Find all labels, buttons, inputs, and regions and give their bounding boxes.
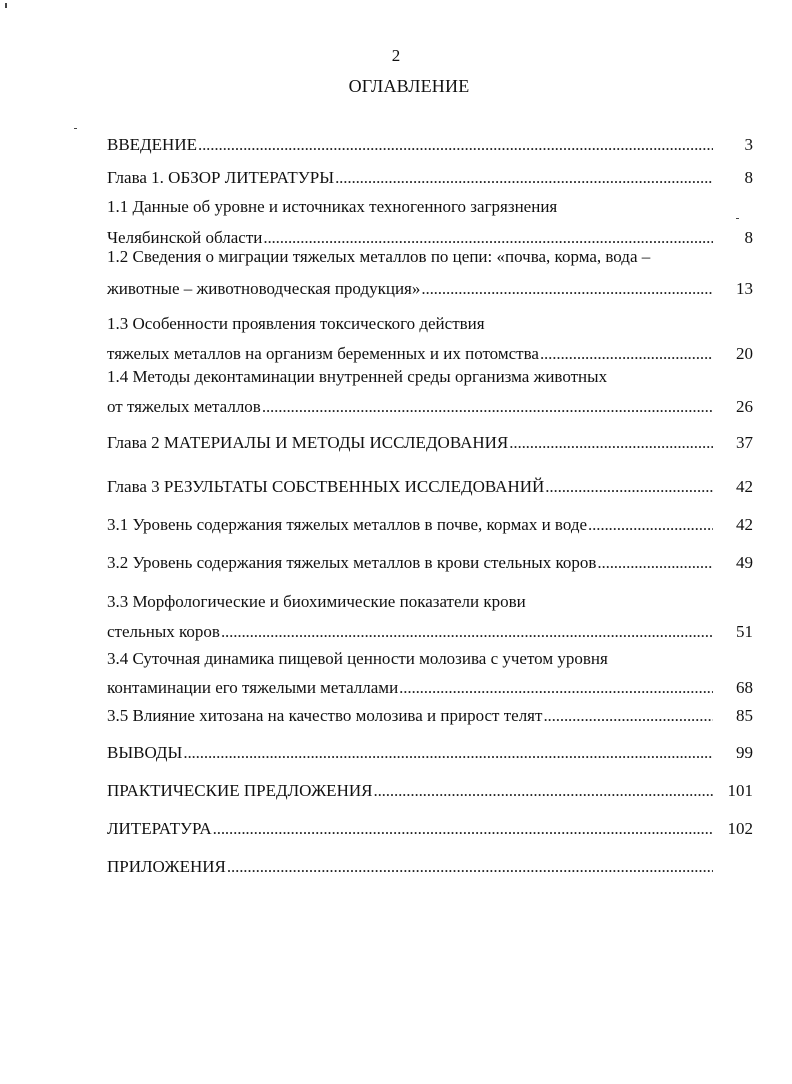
- toc-entry-1-2-title[interactable]: [107, 245, 753, 269]
- toc-entry-text: 3.3 Морфологические и биохимические показатели крови: [107, 592, 526, 611]
- toc-page-number: 102: [727, 819, 753, 838]
- toc-entry-text: 1.2 Сведения о миграции тяжелых металлов по цепи: «почва, корма, вода –: [107, 247, 651, 266]
- toc-entry-1-2-cont[interactable]: [107, 277, 753, 301]
- toc-entry-text: Глава 1. ОБЗОР ЛИТЕРАТУРЫ: [107, 168, 335, 187]
- toc-entry-3-2[interactable]: [107, 551, 753, 575]
- toc-entry-1-3-title[interactable]: [107, 312, 753, 336]
- toc-entry-literature[interactable]: [107, 817, 753, 841]
- toc-page-number: 99: [736, 743, 753, 762]
- toc-leader-dots: [508, 431, 713, 455]
- toc-leader-dots: [197, 133, 713, 157]
- toc-entry-1-4-cont[interactable]: [107, 395, 753, 419]
- scan-mark-left: [74, 128, 77, 129]
- toc-leader-dots: [212, 817, 713, 841]
- toc-page-number: 8: [744, 168, 753, 187]
- toc-entry-3-3-cont[interactable]: [107, 620, 753, 644]
- toc-entry-text: 3.2 Уровень содержания тяжелых металлов в крови стельных коров: [107, 553, 597, 572]
- toc-entry-text: тяжелых металлов на организм беременных и их потомства: [107, 344, 539, 363]
- toc-entry-text: Глава 2 МАТЕРИАЛЫ И МЕТОДЫ ИССЛЕДОВАНИЯ: [107, 433, 509, 452]
- toc-page-number: 20: [736, 344, 753, 363]
- toc-entry-text: 3.1 Уровень содержания тяжелых металлов в почве, кормах и воде: [107, 515, 588, 534]
- toc-page-number: 13: [736, 279, 753, 298]
- toc-entry-introduction[interactable]: [107, 133, 753, 157]
- toc-leader-dots: [587, 513, 713, 537]
- toc-entry-text: от тяжелых металлов: [107, 397, 261, 416]
- toc-leader-dots: [596, 551, 713, 575]
- toc-leader-dots: [220, 620, 713, 644]
- toc-page-number: 51: [736, 622, 753, 641]
- toc-page-number: 8: [744, 228, 753, 247]
- toc-leader-dots: [261, 395, 713, 419]
- toc-page-number: 68: [736, 678, 753, 697]
- toc-entry-chapter-2[interactable]: [107, 431, 753, 455]
- toc-entry-text: 1.3 Особенности проявления токсического действия: [107, 314, 485, 333]
- toc-leader-dots: [182, 741, 713, 765]
- toc-entry-text: 3.5 Влияние хитозана на качество молозива и прирост телят: [107, 706, 543, 725]
- toc-entry-text: 1.1 Данные об уровне и источниках техногенного загрязнения: [107, 197, 558, 216]
- toc-page-number: 85: [736, 706, 753, 725]
- toc-entry-3-1[interactable]: [107, 513, 753, 537]
- toc-entry-3-4-cont[interactable]: [107, 676, 753, 700]
- toc-leader-dots: [372, 779, 713, 803]
- toc-entry-text: ВЫВОДЫ: [107, 743, 183, 762]
- toc-page-number: 101: [727, 781, 753, 800]
- toc-leader-dots: [398, 676, 713, 700]
- toc-entry-text: 1.4 Методы деконтаминации внутренней среды организма животных: [107, 367, 608, 386]
- toc-entry-1-3-cont[interactable]: [107, 342, 753, 366]
- toc-entry-text: Глава 3 РЕЗУЛЬТАТЫ СОБСТВЕННЫХ ИССЛЕДОВАНИЙ: [107, 477, 545, 496]
- toc-entry-text: 3.4 Суточная динамика пищевой ценности молозива с учетом уровня: [107, 649, 608, 668]
- toc-entry-text: контаминации его тяжелыми металлами: [107, 678, 399, 697]
- toc-entry-text: ПРИЛОЖЕНИЯ: [107, 857, 226, 876]
- toc-page-number: 26: [736, 397, 753, 416]
- toc-entry-text: ПРАКТИЧЕСКИЕ ПРЕДЛОЖЕНИЯ: [107, 781, 373, 800]
- toc-entry-chapter-1[interactable]: [107, 166, 753, 190]
- toc-entry-1-1-title[interactable]: [107, 195, 753, 219]
- toc-entry-text: стельных коров: [107, 622, 220, 641]
- toc-page-number: 37: [736, 433, 753, 452]
- toc-leader-dots: [539, 342, 713, 366]
- toc-title: ОГЛАВЛЕНИЕ: [348, 76, 470, 96]
- toc-entry-text: ЛИТЕРАТУРА: [107, 819, 212, 838]
- toc-entry-3-5[interactable]: [107, 704, 753, 728]
- toc-page-number: 3: [744, 135, 753, 154]
- toc-leader-dots: [334, 166, 713, 190]
- toc-entry-conclusions[interactable]: [107, 741, 753, 765]
- toc-entry-appendices[interactable]: [107, 855, 753, 879]
- toc-leader-dots: [544, 475, 713, 499]
- toc-entry-text: Челябинской области: [107, 228, 263, 247]
- scan-mark-top-left: [5, 3, 7, 8]
- toc-page-number: 42: [736, 477, 753, 496]
- toc-page-number: 49: [736, 553, 753, 572]
- toc-entry-3-4-title[interactable]: [107, 647, 753, 671]
- toc-entry-1-4-title[interactable]: [107, 365, 753, 389]
- toc-leader-dots: [226, 855, 713, 879]
- toc-entry-3-3-title[interactable]: [107, 590, 753, 614]
- toc-entry-practical-proposals[interactable]: [107, 779, 753, 803]
- toc-entry-text: ВВЕДЕНИЕ: [107, 135, 197, 154]
- toc-leader-dots: [420, 277, 713, 301]
- page-number: 2: [391, 46, 401, 65]
- toc-page-number: 42: [736, 515, 753, 534]
- toc-entry-text: животные – животноводческая продукция»: [107, 279, 421, 298]
- toc-leader-dots: [542, 704, 713, 728]
- toc-entry-chapter-3[interactable]: [107, 475, 753, 499]
